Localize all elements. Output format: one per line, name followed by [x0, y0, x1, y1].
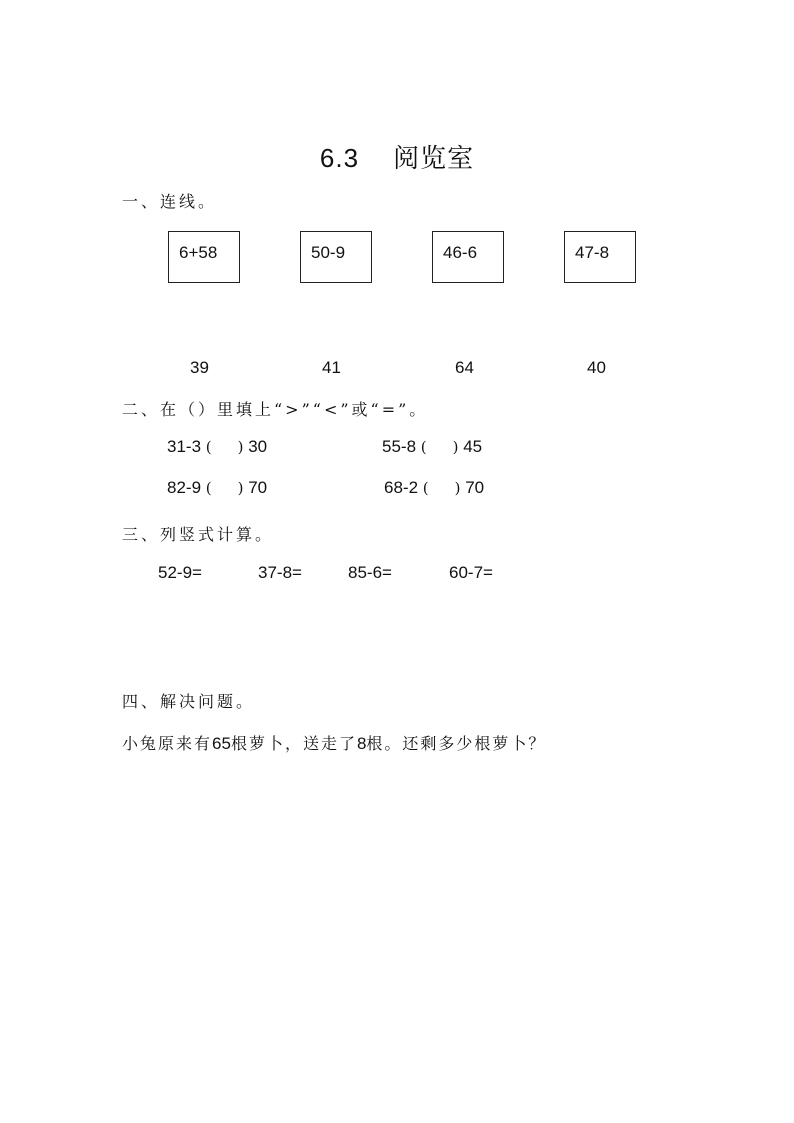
problem-text: 根。还剩多少根萝卜？ — [366, 734, 547, 753]
section1-heading: 一、连线。 — [122, 192, 218, 211]
calculation-item: 60-7= — [449, 563, 493, 582]
calculation-item: 85-6= — [348, 563, 392, 582]
answer-number: 41 — [322, 358, 341, 377]
problem-text: 根萝卜，送走了 — [230, 734, 357, 753]
close-paren: ) — [452, 438, 459, 456]
problem-number: 8 — [356, 734, 367, 753]
expression-box — [432, 231, 504, 283]
answer-number: 64 — [455, 358, 474, 377]
comparison-left: 82-9 — [167, 478, 202, 497]
close-paren: ) — [454, 479, 461, 497]
comparison-left: 55-8 — [382, 437, 417, 456]
expression-text: 47-8 — [575, 243, 610, 262]
comparison-left: 31-3 — [167, 437, 202, 456]
comparison-item — [167, 437, 267, 457]
comparison-item — [167, 478, 267, 498]
answer-number: 39 — [190, 358, 209, 377]
comparison-left: 68-2 — [384, 478, 419, 497]
problem-number: 65 — [212, 734, 231, 753]
page-title — [0, 138, 794, 175]
section4-heading: 四、解决问题。 — [122, 692, 256, 711]
comparison-item — [384, 478, 484, 498]
answer-number: 40 — [587, 358, 606, 377]
open-paren: ( — [205, 438, 212, 456]
comparison-right: 45 — [463, 437, 483, 456]
expression-text: 50-9 — [311, 243, 346, 262]
title-number: 6.3 — [319, 143, 360, 173]
expression-text: 46-6 — [443, 243, 478, 262]
comparison-right: 70 — [465, 478, 485, 497]
comparison-item — [382, 437, 482, 457]
calculation-item: 52-9= — [158, 563, 202, 582]
expression-box — [300, 231, 372, 283]
open-paren: ( — [422, 479, 429, 497]
section2-heading: 二、在（）里填上“>”“<”或“=”。 — [122, 400, 429, 419]
title-text: 阅览室 — [393, 144, 475, 174]
close-paren: ) — [237, 479, 244, 497]
comparison-right: 30 — [248, 437, 268, 456]
expression-box — [564, 231, 636, 283]
close-paren: ) — [237, 438, 244, 456]
section3-heading: 三、列竖式计算。 — [122, 525, 275, 544]
open-paren: ( — [205, 479, 212, 497]
expression-box — [168, 231, 240, 283]
comparison-right: 70 — [248, 478, 268, 497]
calculation-item: 37-8= — [258, 563, 302, 582]
expression-text: 6+58 — [179, 243, 218, 262]
open-paren: ( — [420, 438, 427, 456]
word-problem — [122, 731, 546, 754]
problem-text: 小兔原来有 — [122, 734, 213, 753]
